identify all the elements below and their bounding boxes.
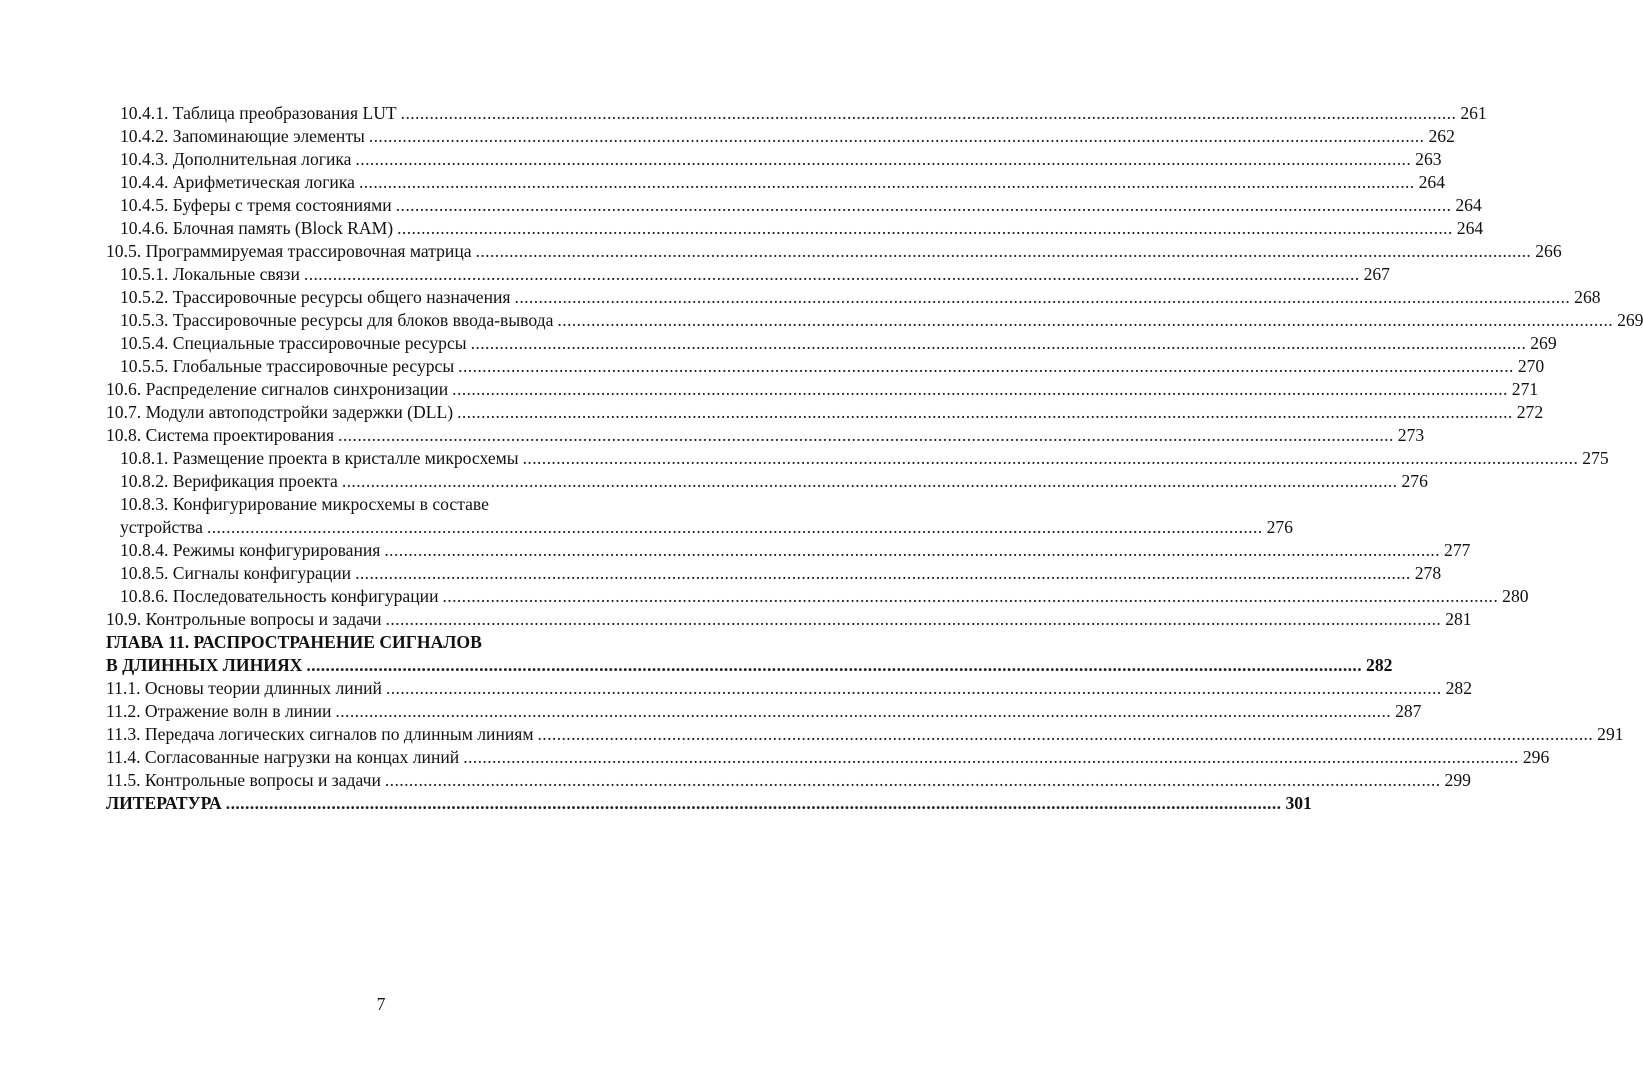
toc-entry[interactable] (106, 263, 1390, 286)
toc-entry[interactable] (106, 217, 1484, 240)
toc-entry[interactable] (106, 677, 1472, 700)
toc-entry-page: 278 (1414, 563, 1442, 583)
toc-entry-page: 277 (1444, 540, 1471, 560)
toc-entry-page: 263 (1415, 149, 1442, 169)
toc-entry-title: ЛИТЕРАТУРА (106, 793, 222, 813)
toc-leader-dots: ............................................................................................................................................................................................................................ (442, 586, 1499, 606)
toc-entry-title: 10.4.6. Блочная память (Block RAM) (120, 218, 394, 238)
toc-entry-page: 271 (1511, 379, 1539, 399)
toc-entry[interactable] (106, 355, 1545, 378)
toc-entry-page: 264 (1418, 172, 1445, 192)
toc-entry-page: 281 (1445, 609, 1472, 629)
toc-entry-page: 276 (1401, 471, 1428, 491)
toc-entry-title: 10.5. Программируемая трассировочная матрица (106, 241, 472, 261)
toc-leader-dots: ............................................................................................................................................................................................................................ (358, 172, 1415, 192)
toc-entry-page: 264 (1456, 218, 1484, 238)
toc-entry[interactable] (106, 608, 1472, 631)
toc-entry-page: 299 (1444, 770, 1471, 790)
toc-entry-title: В ДЛИННЫХ ЛИНИЯХ (106, 655, 303, 675)
toc-leader-dots: ............................................................................................................................................................................................................................ (385, 609, 1442, 629)
page-number: 7 (376, 994, 386, 1014)
toc-entry[interactable] (106, 470, 1428, 493)
toc-leader-dots: ............................................................................................................................................................................................................................ (537, 724, 1594, 744)
toc-leader-dots: ............................................................................................................................................................................................................................ (470, 333, 1527, 353)
toc-leader-dots: ............................................................................................................................................................................................................................ (368, 126, 1425, 146)
toc-entry[interactable] (106, 700, 1422, 723)
toc-entry-page: 266 (1535, 241, 1562, 261)
toc-entry[interactable] (106, 148, 1442, 171)
toc-entry-title: 11.5. Контрольные вопросы и задачи (106, 770, 381, 790)
toc-entry-page: 261 (1460, 103, 1487, 123)
toc-line: 10.8.3. Конфигурирование микросхемы в составе (120, 494, 489, 514)
toc-leader-dots: ............................................................................................................................................................................................................................ (457, 402, 1513, 422)
toc-entry-title: 11.1. Основы теории длинных линий (106, 678, 382, 698)
toc-entry-title: 10.4.4. Арифметическая логика (120, 172, 355, 192)
toc-entry[interactable] (106, 746, 1550, 769)
table-of-contents (106, 102, 1643, 815)
toc-entry-page: 268 (1574, 287, 1601, 307)
toc-entry-page: 275 (1582, 448, 1609, 468)
toc-entry-page: 291 (1597, 724, 1624, 744)
toc-entry-page: 269 (1530, 333, 1557, 353)
toc-leader-dots: ............................................................................................................................................................................................................................ (458, 356, 1514, 376)
toc-entry-title: 11.4. Согласованные нагрузки на концах линий (106, 747, 460, 767)
toc-leader-dots: ............................................................................................................................................................................................................................ (385, 678, 1442, 698)
toc-entry-title: 10.5.2. Трассировочные ресурсы общего назначения (120, 287, 511, 307)
toc-entry[interactable] (106, 102, 1487, 125)
toc-entry-page: 280 (1502, 586, 1529, 606)
toc-entry-title: 10.8.5. Сигналы конфигурации (120, 563, 352, 583)
toc-entry[interactable] (106, 562, 1442, 585)
toc-entry[interactable] (106, 424, 1425, 447)
toc-entry[interactable] (106, 125, 1455, 148)
toc-entry-page: 276 (1266, 517, 1293, 537)
toc-entry-title: 10.5.3. Трассировочные ресурсы для блоков ввода-вывода (120, 310, 554, 330)
toc-entry[interactable] (106, 539, 1471, 562)
toc-leader-dots: ............................................................................................................................................................................................................................ (355, 563, 1411, 583)
toc-entry-title: 11.3. Передача логических сигналов по длинным линиям (106, 724, 534, 744)
toc-entry-page: 282 (1366, 655, 1393, 675)
toc-entry[interactable] (106, 194, 1482, 217)
toc-leader-dots: ............................................................................................................................................................................................................................ (355, 149, 1412, 169)
toc-entry[interactable] (106, 171, 1445, 194)
toc-entry-page: 270 (1517, 356, 1545, 376)
toc-entry[interactable] (106, 723, 1624, 746)
toc-entry[interactable] (106, 792, 1312, 815)
toc-entry-title: 11.2. Отражение волн в линии (106, 701, 332, 721)
toc-leader-dots: ............................................................................................................................................................................................................................ (395, 195, 1452, 215)
toc-leader-dots: ............................................................................................................................................................................................................................ (384, 770, 1441, 790)
toc-entry[interactable] (106, 378, 1539, 401)
toc-leader-dots: ............................................................................................................................................................................................................................ (206, 517, 1263, 537)
toc-entry-title: 10.9. Контрольные вопросы и задачи (106, 609, 382, 629)
toc-entry-page: 269 (1617, 310, 1643, 330)
toc-entry-title: 10.7. Модули автоподстройки задержки (DLL) (106, 402, 454, 422)
toc-leader-dots: ............................................................................................................................................................................................................................ (463, 747, 1519, 767)
toc-entry[interactable] (106, 240, 1562, 263)
toc-line: ГЛАВА 11. РАСПРОСТРАНЕНИЕ СИГНАЛОВ (106, 632, 482, 652)
toc-entry-title: 10.5.4. Специальные трассировочные ресурсы (120, 333, 467, 353)
toc-entry-title: устройства (120, 517, 203, 537)
toc-leader-dots: ............................................................................................................................................................................................................................ (452, 379, 1508, 399)
toc-entry-title: 10.4.1. Таблица преобразования LUT (120, 103, 397, 123)
toc-leader-dots: ............................................................................................................................................................................................................................ (335, 701, 1392, 721)
toc-entry[interactable] (106, 585, 1529, 608)
toc-entry[interactable] (106, 769, 1471, 792)
toc-entry-page: 282 (1445, 678, 1472, 698)
toc-entry[interactable] (106, 332, 1557, 355)
toc-leader-dots: ............................................................................................................................................................................................................................ (475, 241, 1532, 261)
toc-leader-dots: ............................................................................................................................................................................................................................ (397, 218, 1453, 238)
toc-entry[interactable] (106, 309, 1643, 332)
toc-entry-title: 10.8.1. Размещение проекта в кристалле микросхемы (120, 448, 519, 468)
toc-entry[interactable] (106, 516, 1293, 539)
toc-leader-dots: ............................................................................................................................................................................................................................ (400, 103, 1457, 123)
toc-leader-dots: ............................................................................................................................................................................................................................ (341, 471, 1398, 491)
toc-entry-page: 287 (1395, 701, 1422, 721)
toc-entry-title: 10.5.5. Глобальные трассировочные ресурсы (120, 356, 455, 376)
toc-leader-dots: ............................................................................................................................................................................................................................ (306, 655, 1363, 675)
toc-leader-dots: ............................................................................................................................................................................................................................ (338, 425, 1394, 445)
toc-leader-dots: ............................................................................................................................................................................................................................ (384, 540, 1441, 560)
toc-entry-title: 10.8. Система проектирования (106, 425, 335, 445)
toc-leader-dots: ............................................................................................................................................................................................................................ (557, 310, 1614, 330)
toc-entry-title: 10.4.2. Запоминающие элементы (120, 126, 365, 146)
toc-entry-title: 10.5.1. Локальные связи (120, 264, 300, 284)
toc-entry[interactable] (106, 654, 1393, 677)
toc-entry-page: 262 (1428, 126, 1455, 146)
toc-entry[interactable] (106, 447, 1609, 470)
toc-entry-page: 273 (1397, 425, 1425, 445)
toc-entry-title: 10.4.5. Буферы с тремя состояниями (120, 195, 392, 215)
toc-entry-title: 10.8.4. Режимы конфигурирования (120, 540, 381, 560)
toc-leader-dots: ............................................................................................................................................................................................................................ (514, 287, 1571, 307)
toc-leader-dots: ............................................................................................................................................................................................................................ (522, 448, 1579, 468)
toc-entry-title: 10.4.3. Дополнительная логика (120, 149, 352, 169)
toc-entry-page: 296 (1522, 747, 1550, 767)
toc-entry-page: 267 (1363, 264, 1390, 284)
toc-entry-page: 301 (1285, 793, 1312, 813)
toc-entry-title: 10.8.2. Верификация проекта (120, 471, 338, 491)
toc-entry-title: 10.6. Распределение сигналов синхронизации (106, 379, 449, 399)
toc-entry[interactable] (106, 286, 1601, 309)
toc-entry-title: 10.8.6. Последовательность конфигурации (120, 586, 439, 606)
toc-entry-page: 264 (1455, 195, 1482, 215)
toc-entry[interactable] (106, 401, 1544, 424)
toc-leader-dots: ............................................................................................................................................................................................................................ (225, 793, 1282, 813)
toc-leader-dots: ............................................................................................................................................................................................................................ (303, 264, 1360, 284)
toc-entry-page: 272 (1516, 402, 1544, 422)
